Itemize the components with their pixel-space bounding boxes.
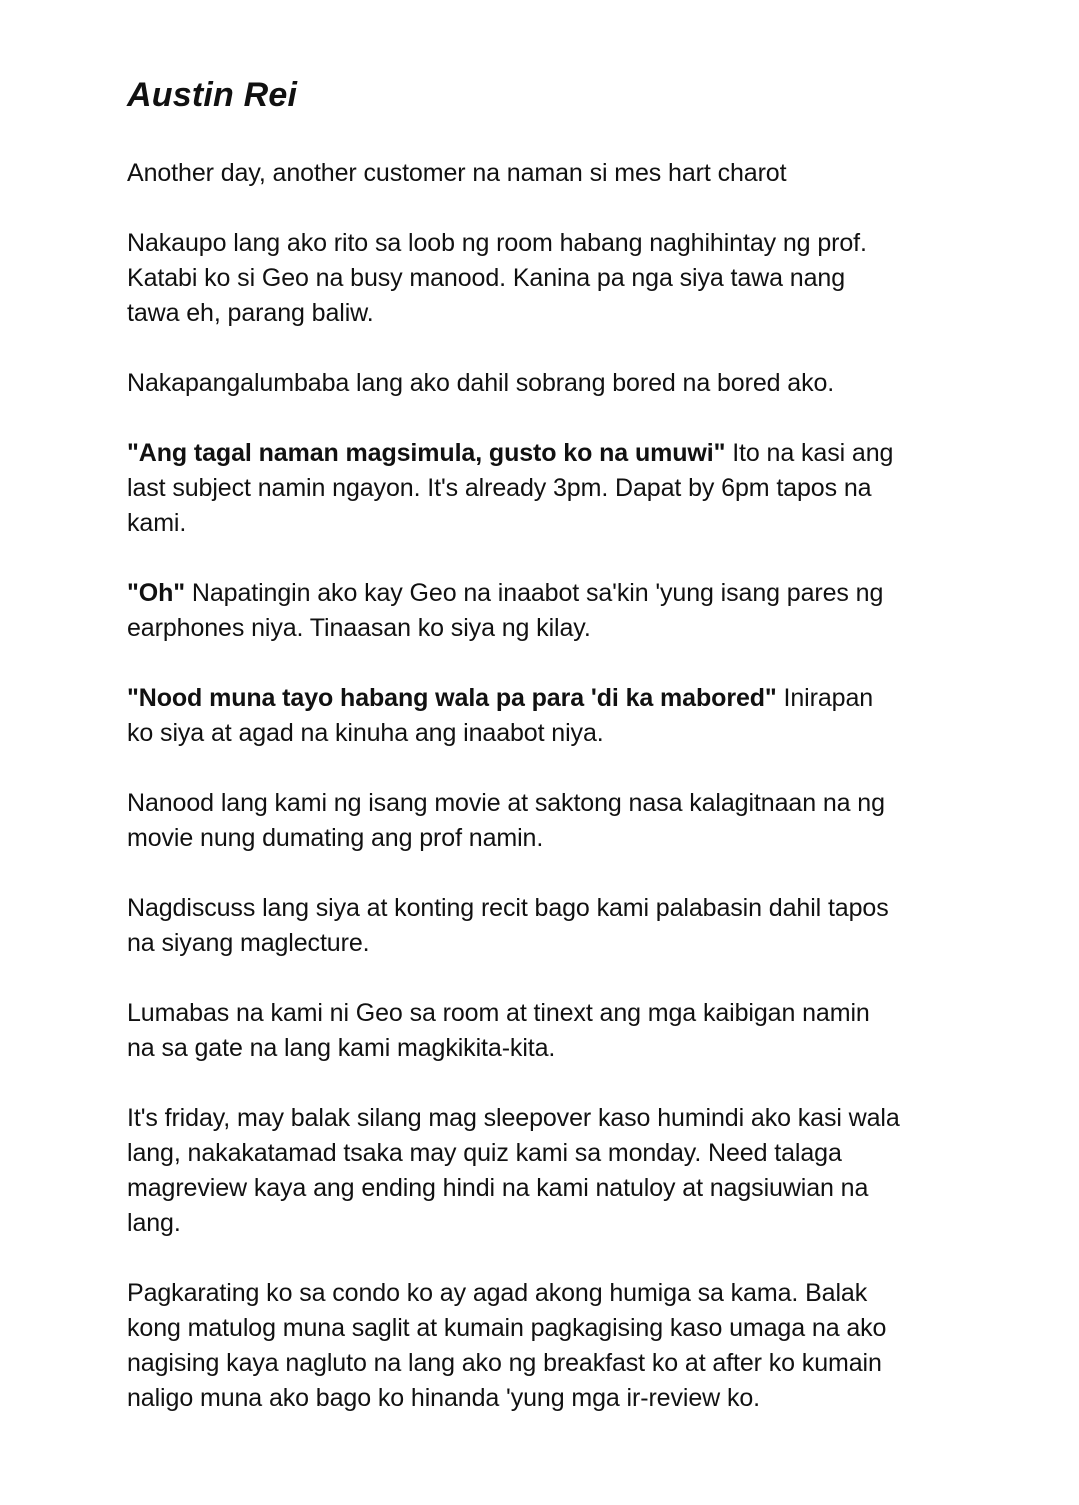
paragraph-line: kami.	[127, 509, 187, 537]
paragraph-2	[127, 226, 957, 331]
document-title: Austin Rei	[127, 76, 298, 114]
paragraph-8	[127, 891, 957, 961]
document-page	[127, 72, 957, 1412]
paragraph-5	[127, 576, 957, 646]
paragraph-1	[127, 156, 957, 191]
paragraph-line: movie nung dumating ang prof namin.	[127, 824, 544, 852]
paragraph-11	[127, 1276, 957, 1416]
paragraph-line: tawa eh, parang baliw.	[127, 299, 374, 327]
paragraph-line: earphones niya. Tinaasan ko siya ng kilay.	[127, 614, 591, 642]
paragraph-line: It's friday, may balak silang mag sleepover kaso humindi ako kasi wala	[127, 1104, 900, 1132]
paragraph-line: nagising kaya nagluto na lang ako ng breakfast ko at after ko kumain	[127, 1349, 882, 1377]
dialogue-quote: "Nood muna tayo habang wala pa para 'di ka mabored"	[127, 684, 777, 712]
paragraph-6	[127, 681, 957, 751]
dialogue-quote: "Oh"	[127, 579, 186, 607]
dialogue-quote: "Ang tagal naman magsimula, gusto ko na umuwi"	[127, 439, 726, 467]
paragraph-line: lang.	[127, 1209, 181, 1237]
paragraph-line: lang, nakakatamad tsaka may quiz kami sa monday. Need talaga	[127, 1139, 842, 1167]
paragraph-line: magreview kaya ang ending hindi na kami natuloy at nagsiuwian na	[127, 1174, 869, 1202]
quote-narration: Napatingin ako kay Geo na inaabot sa'kin 'yung isang pares ng	[185, 579, 884, 607]
paragraph-line: Nagdiscuss lang siya at konting recit bago kami palabasin dahil tapos	[127, 894, 889, 922]
paragraph-first-line	[127, 681, 957, 716]
paragraph-9	[127, 996, 957, 1066]
paragraph-line: last subject namin ngayon. It's already 3pm. Dapat by 6pm tapos na	[127, 474, 872, 502]
paragraph-line: kong matulog muna saglit at kumain pagkagising kaso umaga na ako	[127, 1314, 887, 1342]
paragraph-line: Nakapangalumbaba lang ako dahil sobrang bored na bored ako.	[127, 369, 835, 397]
paragraph-3	[127, 366, 957, 401]
paragraph-line: na sa gate na lang kami magkikita-kita.	[127, 1034, 556, 1062]
quote-narration: Ito na kasi ang	[725, 439, 894, 467]
paragraph-line: Nakaupo lang ako rito sa loob ng room habang naghihintay ng prof.	[127, 229, 867, 257]
paragraph-first-line	[127, 576, 957, 611]
paragraph-4	[127, 436, 957, 541]
paragraph-7	[127, 786, 957, 856]
paragraph-line: Another day, another customer na naman si mes hart charot	[127, 159, 787, 187]
paragraph-line: Pagkarating ko sa condo ko ay agad akong humiga sa kama. Balak	[127, 1279, 868, 1307]
paragraph-line: Lumabas na kami ni Geo sa room at tinext ang mga kaibigan namin	[127, 999, 870, 1027]
paragraph-line: Katabi ko si Geo na busy manood. Kanina pa nga siya tawa nang	[127, 264, 845, 292]
paragraph-first-line	[127, 436, 957, 471]
paragraph-line: na siyang maglecture.	[127, 929, 370, 957]
quote-narration: Inirapan	[776, 684, 874, 712]
paragraph-line: ko siya at agad na kinuha ang inaabot niya.	[127, 719, 604, 747]
paragraph-line: naligo muna ako bago ko hinanda 'yung mga ir-review ko.	[127, 1384, 760, 1412]
paragraph-10	[127, 1101, 957, 1241]
paragraph-line: Nanood lang kami ng isang movie at saktong nasa kalagitnaan na ng	[127, 789, 885, 817]
